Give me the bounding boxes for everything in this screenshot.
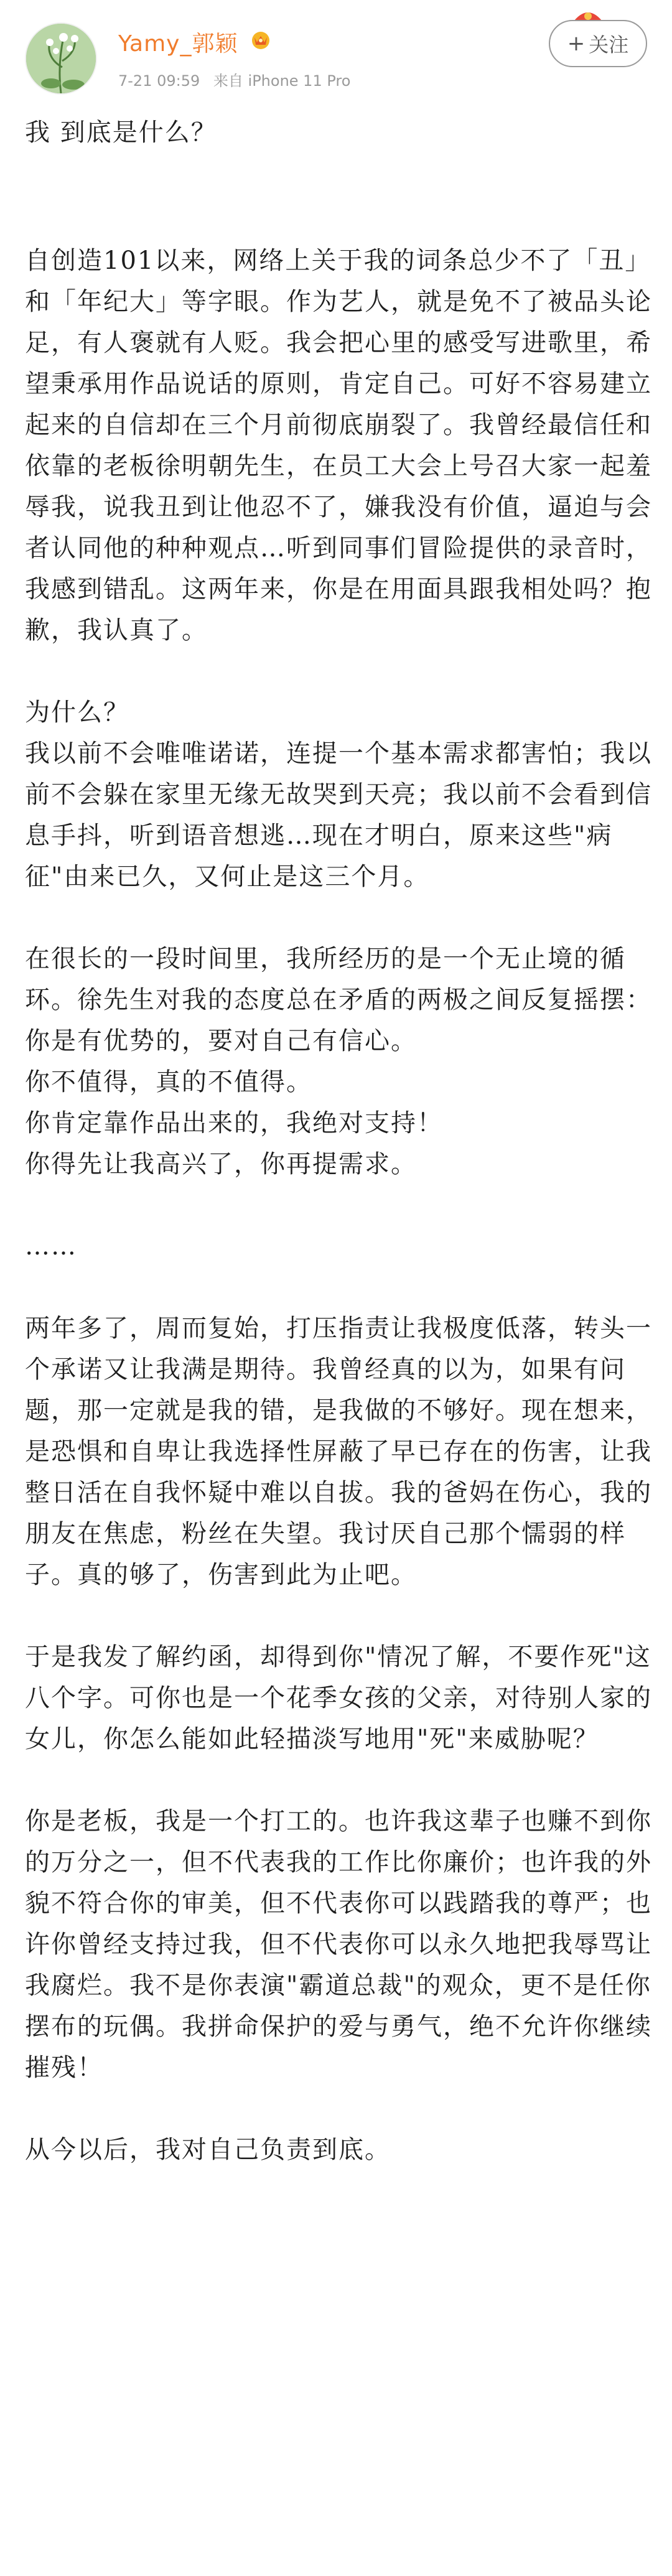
follow-button[interactable] (549, 20, 647, 67)
post-title: 我 到底是什么？ (25, 118, 217, 147)
follow-button-label: 关注 (589, 33, 629, 57)
post-paragraph: 两年多了，周而复始，打压指责让我极度低落，转头一个承诺又让我满是期待。我曾经真的以为，如果有问题，那一定就是我的错，是我做的不够好。现在想来，是恐惧和自卑让我选择性屏蔽了早已存在的伤害，让我整日活在自我怀疑中难以自拔。我的爸妈在伤心，我的朋友在焦虑，粉丝在失望。我讨厌自己那个懦弱的样子。真的够了，伤害到此为止吧。 (25, 1314, 652, 1589)
avatar-image (26, 24, 96, 93)
post-ellipsis: …… (25, 1232, 77, 1261)
post-header (0, 0, 672, 112)
post-paragraph: 从今以后，我对自己负责到底。 (25, 2135, 391, 2164)
post-paragraph: 为什么？ 我以前不会唯唯诺诺，连提一个基本需求都害怕；我以前不会躲在家里无缘无故哭到天亮；我以前不会看到信息手抖，听到语音想逃…现在才明白，原来这些"病征"由来已久，又何止是这三个月。 (25, 698, 652, 891)
post-paragraph: 于是我发了解约函，却得到你"情况了解，不要作死"这八个字。可你也是一个花季女孩的父亲，对待别人家的女儿，你怎么能如此轻描淡写地用"死"来威胁呢？ (25, 1643, 652, 1753)
plus-icon: + (567, 31, 586, 56)
post-source: 来自 iPhone 11 Pro (213, 72, 351, 90)
avatar[interactable] (25, 22, 97, 95)
user-name[interactable]: Yamy_郭颖 (118, 31, 238, 57)
vip-crown-icon (249, 29, 273, 50)
post-paragraph: 自创造101以来，网络上关于我的词条总少不了「丑」和「年纪大」等字眼。作为艺人，就是免不了被品头论足，有人褒就有人贬。我会把心里的感受写进歌里，希望秉承用作品说话的原则，肯定自己。可好不容易建立起来的自信却在三个月前彻底崩裂了。我曾经最信任和依靠的老板徐明朝先生，在员工大会上号召大家一起羞辱我，说我丑到让他忍不了，嫌我没有价值，逼迫与会者认同他的种种观点…听到同事们冒险提供的录音时，我感到错乱。这两年来，你是在用面具跟我相处吗？抱歉，我认真了。 (25, 246, 652, 645)
post-paragraph: 你是老板，我是一个打工的。也许我这辈子也赚不到你的万分之一，但不代表我的工作比你廉价；也许我的外貌不符合你的审美，但不代表你可以践踏我的尊严；也许你曾经支持过我，但不代表你可以永久地把我辱骂让我腐烂。我不是你表演"霸道总裁"的观众，更不是任你摆布的玩偶。我拼命保护的爱与勇气，绝不允许你继续摧残！ (25, 1807, 652, 2082)
post-paragraph: 在很长的一段时间里，我所经历的是一个无止境的循环。徐先生对我的态度总在矛盾的两极之间反复摇摆： 你是有优势的，要对自己有信心。 你不值得，真的不值得。 你肯定靠作品出来的，我绝对支持！ 你得先让我高兴了，你再提需求。 (25, 945, 652, 1178)
post-meta (118, 68, 350, 90)
post-body (25, 112, 653, 2170)
post-timestamp: 7-21 09:59 (118, 72, 200, 90)
